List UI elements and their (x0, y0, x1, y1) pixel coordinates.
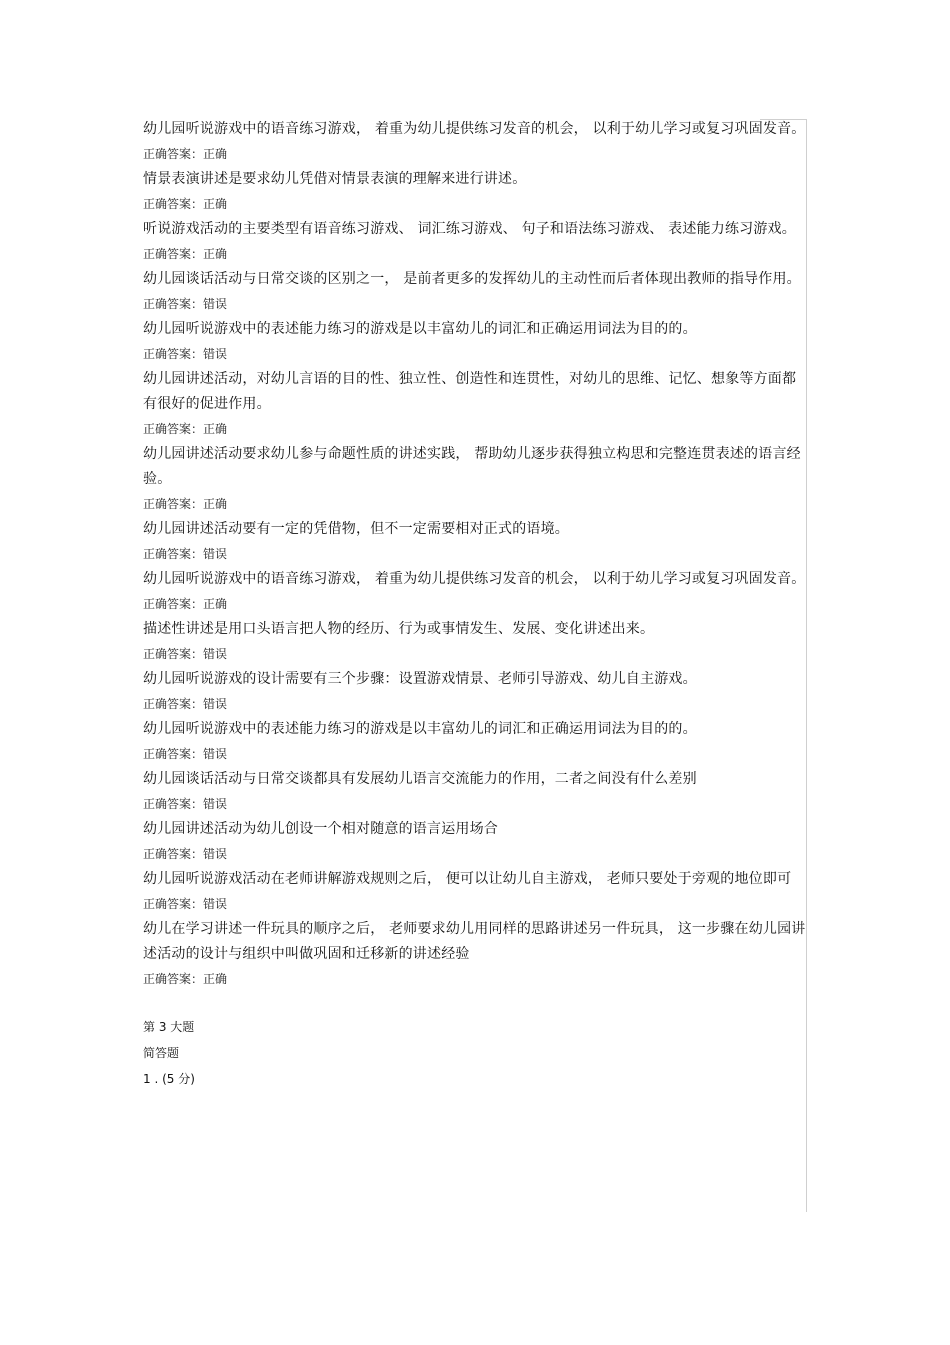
question-text: 幼儿园听说游戏中的语音练习游戏， 着重为幼儿提供练习发音的机会， 以利于幼儿学习或复习巩固发音。 (143, 121, 806, 137)
question-item (143, 767, 808, 817)
question-item (143, 517, 808, 567)
answer-text: 正确答案：错误 (143, 697, 228, 711)
question-item (143, 317, 808, 367)
question-item (143, 817, 808, 867)
question-text: 幼儿园讲述活动为幼儿创设一个相对随意的语言运用场合 (143, 821, 498, 837)
question-text: 幼儿园讲述活动，对幼儿言语的目的性、独立性、创造性和连贯性，对幼儿的思维、记忆、想象等方面都有很好的促进作用。 (143, 371, 797, 412)
answer-text: 正确答案：正确 (143, 972, 228, 986)
question-item (143, 217, 808, 267)
question-item (143, 717, 808, 767)
question-text: 幼儿园听说游戏中的表述能力练习的游戏是以丰富幼儿的词汇和正确运用词法为目的的。 (143, 321, 697, 337)
question-text: 幼儿园听说游戏的设计需要有三个步骤：设置游戏情景、老师引导游戏、幼儿自主游戏。 (143, 671, 697, 687)
answer-text: 正确答案：正确 (143, 247, 228, 261)
question-item (143, 867, 808, 917)
answer-text: 正确答案：错误 (143, 347, 228, 361)
question-text: 听说游戏活动的主要类型有语音练习游戏、 词汇练习游戏、 句子和语法练习游戏、 表述能力练习游戏。 (143, 221, 796, 237)
question-text: 描述性讲述是用口头语言把人物的经历、行为或事情发生、发展、变化讲述出来。 (143, 621, 655, 637)
answer-text: 正确答案：错误 (143, 647, 228, 661)
answer-text: 正确答案：错误 (143, 847, 228, 861)
section-type: 简答题 (143, 1046, 180, 1060)
question-item (143, 667, 808, 717)
answer-text: 正确答案：正确 (143, 422, 228, 436)
answer-text: 正确答案：正确 (143, 147, 228, 161)
answer-text: 正确答案：错误 (143, 897, 228, 911)
question-text: 幼儿园听说游戏中的语音练习游戏， 着重为幼儿提供练习发音的机会， 以利于幼儿学习或复习巩固发音。 (143, 571, 806, 587)
answer-text: 正确答案：正确 (143, 497, 228, 511)
question-item (143, 167, 808, 217)
question-item (143, 267, 808, 317)
answer-text: 正确答案：错误 (143, 747, 228, 761)
question-text: 情景表演讲述是要求幼儿凭借对情景表演的理解来进行讲述。 (143, 171, 527, 187)
question-item (143, 617, 808, 667)
question-item (143, 117, 808, 167)
answer-text: 正确答案：正确 (143, 597, 228, 611)
question-text: 幼儿园听说游戏活动在老师讲解游戏规则之后， 便可以让幼儿自主游戏， 老师只要处于旁观的地位即可 (143, 871, 792, 887)
question-item (143, 442, 808, 517)
answer-text: 正确答案：正确 (143, 197, 228, 211)
answer-text: 正确答案：错误 (143, 547, 228, 561)
answer-text: 正确答案：错误 (143, 297, 228, 311)
section-title: 第 3 大题 (143, 1020, 195, 1034)
section-spacer (143, 992, 808, 1014)
question-list (143, 117, 808, 1092)
question-item (143, 567, 808, 617)
first-question-label: 1 . (5 分) (143, 1072, 195, 1086)
question-text: 幼儿园讲述活动要有一定的凭借物，但不一定需要相对正式的语境。 (143, 521, 569, 537)
question-item (143, 917, 808, 992)
answer-text: 正确答案：错误 (143, 797, 228, 811)
question-text: 幼儿园讲述活动要求幼儿参与命题性质的讲述实践， 帮助幼儿逐步获得独立构思和完整连贯表述的语言经验。 (143, 446, 801, 487)
question-text: 幼儿在学习讲述一件玩具的顺序之后， 老师要求幼儿用同样的思路讲述另一件玩具， 这一步骤在幼儿园讲述活动的设计与组织中叫做巩固和迁移新的讲述经验 (143, 921, 806, 962)
question-text: 幼儿园谈话活动与日常交谈的区别之一， 是前者更多的发挥幼儿的主动性而后者体现出教师的指导作用。 (143, 271, 801, 287)
question-text: 幼儿园谈话活动与日常交谈都具有发展幼儿语言交流能力的作用，二者之间没有什么差别 (143, 771, 697, 787)
question-item (143, 367, 808, 442)
question-text: 幼儿园听说游戏中的表述能力练习的游戏是以丰富幼儿的词汇和正确运用词法为目的的。 (143, 721, 697, 737)
